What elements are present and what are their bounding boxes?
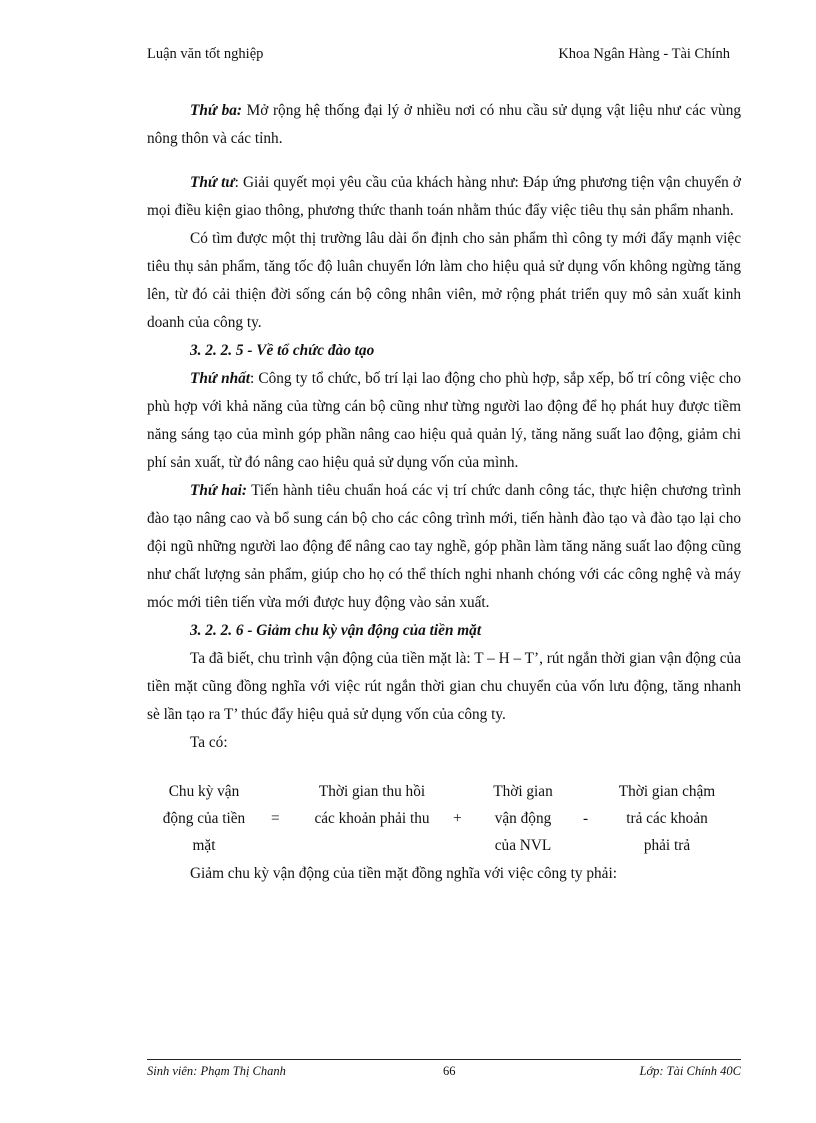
paragraph-ta-co: Ta có:: [190, 734, 228, 751]
paragraph-text: : Giải quyết mọi yêu cầu của khách hàng như: Đáp ứng phương tiện vận chuyển ở mọi điều kiện giao thông, phương thức thanh toán nhằm thúc đẩy việc tiêu thụ sản phẩm nhanh.: [147, 174, 741, 219]
page-content: [147, 97, 741, 888]
formula-term-cash-cycle: [149, 778, 259, 859]
paragraph-lead: Thứ ba:: [190, 102, 243, 119]
paragraph-chu-trinh: Ta đã biết, chu trình vận động của tiền mặt là: T – H – T’, rút ngắn thời gian vận động của tiền mặt cũng đồng nghĩa với việc rút ngắn thời gian chu chuyển của vốn lưu động, tăng nhanh sè lần tạo ra T’ thúc đẩy hiệu quả sử dụng vốn của công ty.: [147, 650, 741, 723]
paragraph-thu-ba: [147, 97, 741, 153]
formula-minus-sign: -: [583, 810, 589, 827]
formula-line: vận động: [494, 810, 552, 827]
formula-term-inventory: [483, 778, 563, 859]
paragraph-thu-tu: [147, 169, 741, 225]
paragraph-text: Tiến hành tiêu chuẩn hoá các vị trí chức danh công tác, thực hiện chương trình đào tạo nâng cao và bổ sung cán bộ cho các công trình mới, tiến hành đào tạo và đào tạo lại cho đội ngũ những người lao động để nâng cao tay nghề, góp phần làm tăng năng suất lao động cũng như chất lượng sản phẩm, giúp cho họ có thể thích nghi nhanh chóng với các công nghệ và máy móc mới tiên tiến vừa mới được huy động vào sản xuất.: [147, 482, 741, 611]
footer-class-name: Lớp: Tài Chính 40C: [639, 1064, 741, 1078]
header-left-title: Luận văn tốt nghiệp: [147, 46, 264, 62]
paragraph-lead: Thứ nhất: [190, 370, 251, 387]
formula-line: Thời gian chậm: [618, 783, 716, 800]
formula-plus-sign: +: [453, 810, 462, 827]
formula-line: Thời gian: [493, 783, 553, 800]
cash-cycle-formula: [147, 778, 741, 860]
footer-divider: [147, 1059, 741, 1060]
formula-line: các khoản phải thu: [314, 810, 430, 827]
paragraph-thu-hai: [147, 477, 741, 617]
paragraph-thi-truong: Có tìm được một thị trường lâu dài ổn định cho sản phẩm thì công ty mới đẩy mạnh việc tiêu thụ sản phẩm, tăng tốc độ luân chuyển lớn làm cho hiệu quả sử dụng vốn không ngừng tăng lên, từ đó cải thiện đời sống cán bộ công nhân viên, mở rộng phát triển quy mô sản xuất kinh doanh của công ty.: [147, 230, 741, 331]
paragraph-text: : Công ty tổ chức, bố trí lại lao động cho phù hợp, sắp xếp, bố trí công việc cho phù hợp với khả năng của từng cán bộ cũng như từng người lao động để họ phát huy được tiềm năng sáng tạo của mình góp phần nâng cao hiệu quả quản lý, tăng năng suất lao động, giảm chi phí sản xuất, từ đó nâng cao hiệu quả sử dụng vốn của mình.: [147, 370, 741, 471]
formula-line: trả các khoản: [626, 810, 708, 827]
section-heading-tien-mat: 3. 2. 2. 6 - Giảm chu kỳ vận động của tiền mặt: [190, 622, 482, 639]
paragraph-text: Mở rộng hệ thống đại lý ở nhiều nơi có nhu cầu sử dụng vật liệu như các vùng nông thôn và các tỉnh.: [147, 102, 741, 147]
paragraph-giam-chu-ky: Giảm chu kỳ vận động của tiền mặt đồng nghĩa với việc công ty phải:: [190, 865, 617, 882]
formula-line: mặt: [192, 837, 216, 854]
paragraph-lead: Thứ hai:: [190, 482, 247, 499]
formula-equals-sign: =: [271, 810, 280, 827]
paragraph-thu-nhat: [147, 365, 741, 477]
formula-line: động của tiền: [162, 810, 246, 827]
footer-page-number: 66: [443, 1064, 456, 1078]
page-footer: [147, 1064, 741, 1082]
formula-line: Thời gian thu hồi: [318, 783, 426, 800]
formula-term-payables: [603, 778, 731, 859]
section-heading-dao-tao: 3. 2. 2. 5 - Về tổ chức đào tạo: [190, 342, 375, 359]
formula-line: phải trả: [643, 837, 691, 854]
page-header: [147, 46, 730, 66]
formula-term-receivables: [297, 778, 447, 832]
formula-line: của NVL: [494, 837, 552, 854]
header-right-title: Khoa Ngân Hàng - Tài Chính: [558, 46, 730, 62]
paragraph-lead: Thứ tư: [190, 174, 235, 191]
footer-student-name: Sinh viên: Phạm Thị Chanh: [147, 1064, 286, 1078]
formula-line: Chu kỳ vận: [168, 783, 240, 800]
